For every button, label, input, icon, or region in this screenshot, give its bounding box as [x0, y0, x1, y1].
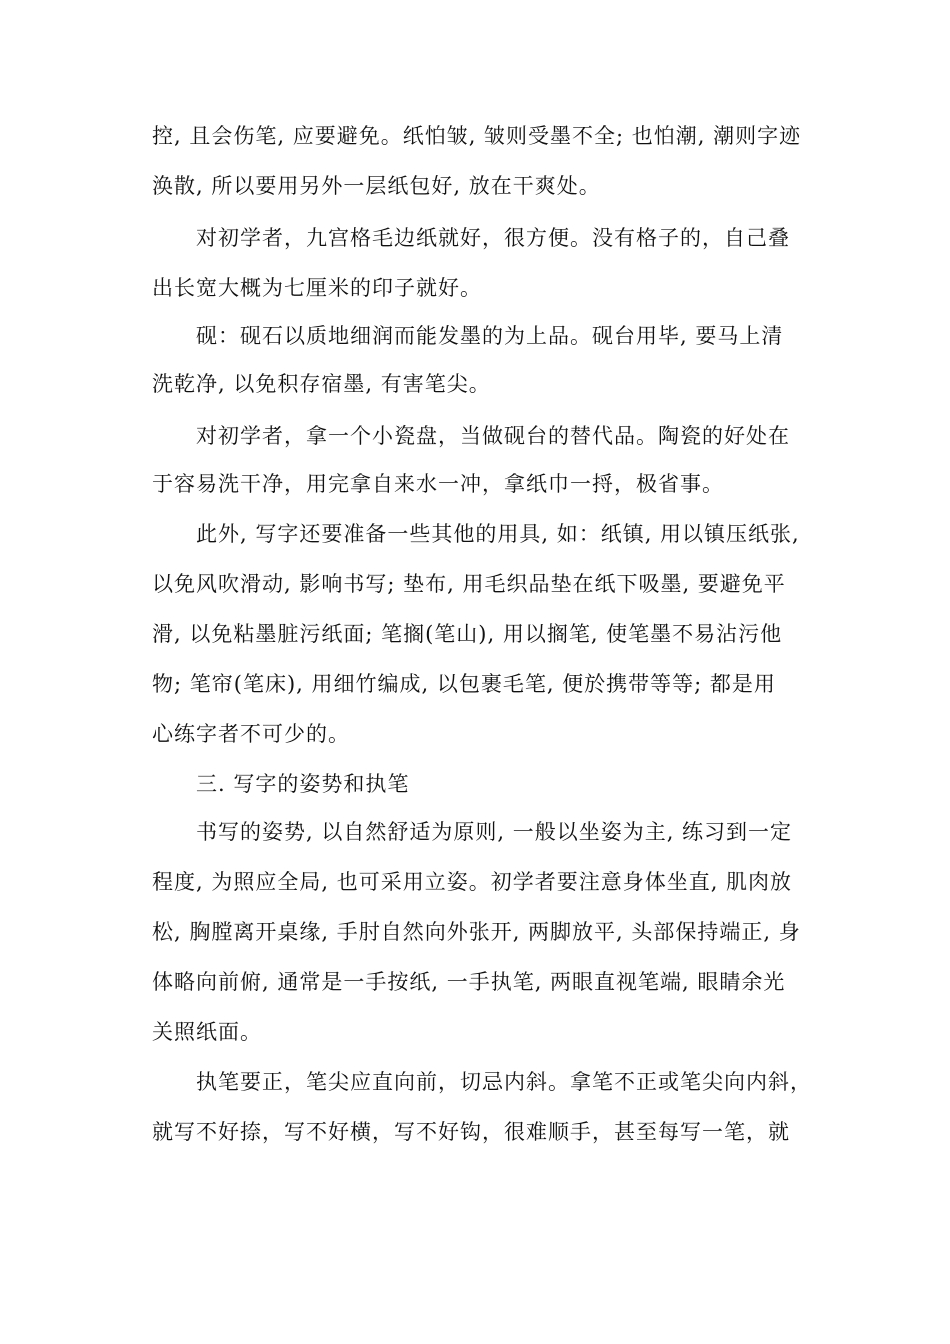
text-line: 砚：砚石以质地细润而能发墨的为上品。砚台用毕, 要马上清 — [196, 324, 784, 348]
text-line: 书写的姿势, 以自然舒适为原则, 一般以坐姿为主, 练习到一定 — [196, 820, 793, 844]
text-line: 程度, 为照应全局, 也可采用立姿。初学者要注意身体坐直, 肌肉放 — [152, 870, 793, 894]
text-line: 此外, 写字还要准备一些其他的用具, 如：纸镇, 用以镇压纸张, — [196, 522, 800, 546]
text-line: 心练字者不可少的。 — [152, 722, 350, 746]
text-line: 对初学者，九宫格毛边纸就好，很方便。没有格子的，自己叠 — [196, 226, 790, 250]
text-line: 对初学者，拿一个小瓷盘，当做砚台的替代品。陶瓷的好处在 — [196, 424, 790, 448]
section-heading: 三. 写字的姿势和执笔 — [196, 772, 410, 796]
text-line: 物; 笔帘(笔床), 用细竹编成, 以包裹毛笔, 便於携带等等; 都是用 — [152, 672, 776, 696]
text-line: 体略向前俯, 通常是一手按纸, 一手执笔, 两眼直视笔端, 眼睛余光 — [152, 970, 786, 994]
text-line: 关照纸面。 — [152, 1020, 262, 1044]
text-line: 松, 胸膛离开桌缘, 手肘自然向外张开, 两脚放平, 头部保持端正, 身 — [152, 920, 801, 944]
text-line: 于容易洗干净，用完拿自来水一冲，拿纸巾一捋，极省事。 — [152, 472, 724, 496]
text-line: 涣散, 所以要用另外一层纸包好, 放在干爽处。 — [152, 174, 601, 198]
text-line: 以免风吹滑动, 影响书写; 垫布, 用毛织品垫在纸下吸墨, 要避免平 — [152, 572, 786, 596]
text-line: 洗乾净, 以免积存宿墨, 有害笔尖。 — [152, 372, 491, 396]
text-line: 控, 且会伤笔, 应要避免。纸怕皱, 皱则受墨不全; 也怕潮, 潮则字迹 — [152, 124, 802, 148]
text-line: 就写不好捺，写不好横，写不好钩，很难顺手，甚至每写一笔，就 — [152, 1120, 790, 1144]
text-line: 执笔要正，笔尖应直向前，切忌内斜。拿笔不正或笔尖向内斜， — [196, 1070, 812, 1094]
text-line: 滑, 以免粘墨脏污纸面; 笔搁(笔山), 用以搁笔, 使笔墨不易沾污他 — [152, 622, 783, 646]
text-line: 出长宽大概为七厘米的印子就好。 — [152, 276, 482, 300]
